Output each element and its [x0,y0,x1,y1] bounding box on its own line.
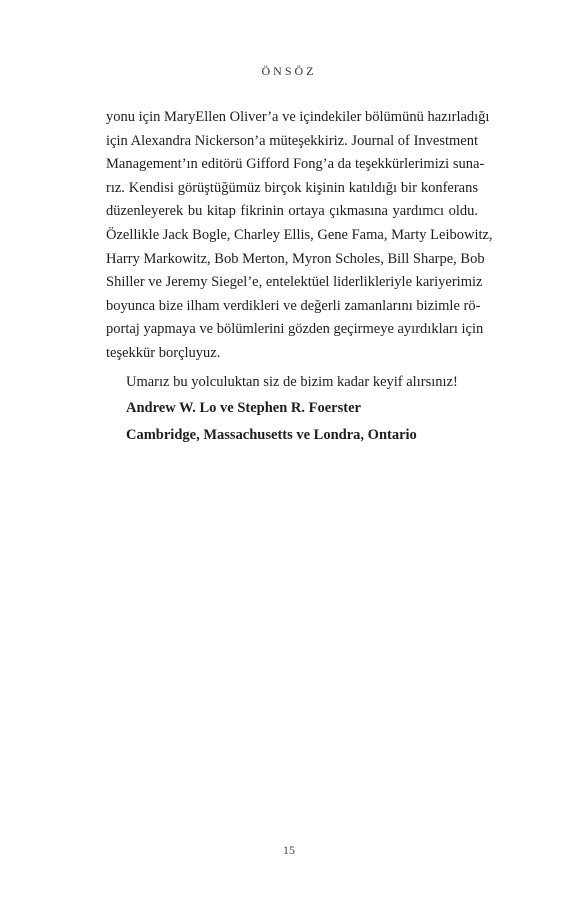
acknowledgement-paragraph [106,106,493,366]
paragraph-line: Management’ın editörü Gifford Fong’a da teşekkürlerimizi suna- [106,156,485,173]
paragraph-line: Shiller ve Jeremy Siegel’e, entelektüel liderlikleriyle kariyerimiz [106,274,483,291]
paragraph-line: için Alexandra Nickerson’a müteşekkiriz. Journal of Investment [106,132,478,149]
running-head: ÖNSÖZ [261,64,317,78]
page-number: 15 [283,843,295,857]
paragraph-line: düzenleyerek bu kitap fikrinin ortaya çıkmasına yardımcı oldu. [106,203,478,220]
paragraph-line: portaj yapmaya ve bölümlerini gözden geçirmeye ayırdıkları için [106,321,484,338]
paragraph-line: Harry Markowitz, Bob Merton, Myron Scholes, Bill Sharpe, Bob [106,250,485,267]
author-locations: Cambridge, Massachusetts ve Londra, Ontario [126,426,417,443]
paragraph-line: boyunca bize ilham verdikleri ve değerli zamanlarını bizimle rö- [106,297,481,314]
page-body [106,106,493,447]
author-signature: Andrew W. Lo ve Stephen R. Foerster [126,400,361,417]
paragraph-line: yonu için MaryEllen Oliver’a ve içindekiler bölümünü hazırladığı [106,109,490,125]
paragraph-line: Özellikle Jack Bogle, Charley Ellis, Gene Fama, Marty Leibowitz, [106,226,493,243]
closing-sentence: Umarız bu yolculuktan siz de bizim kadar keyif alırsınız! [126,373,458,390]
paragraph-line: rız. Kendisi görüştüğümüz birçok kişinin katıldığı bir konferans [106,179,478,196]
paragraph-line: teşekkür borçluyuz. [106,344,221,361]
